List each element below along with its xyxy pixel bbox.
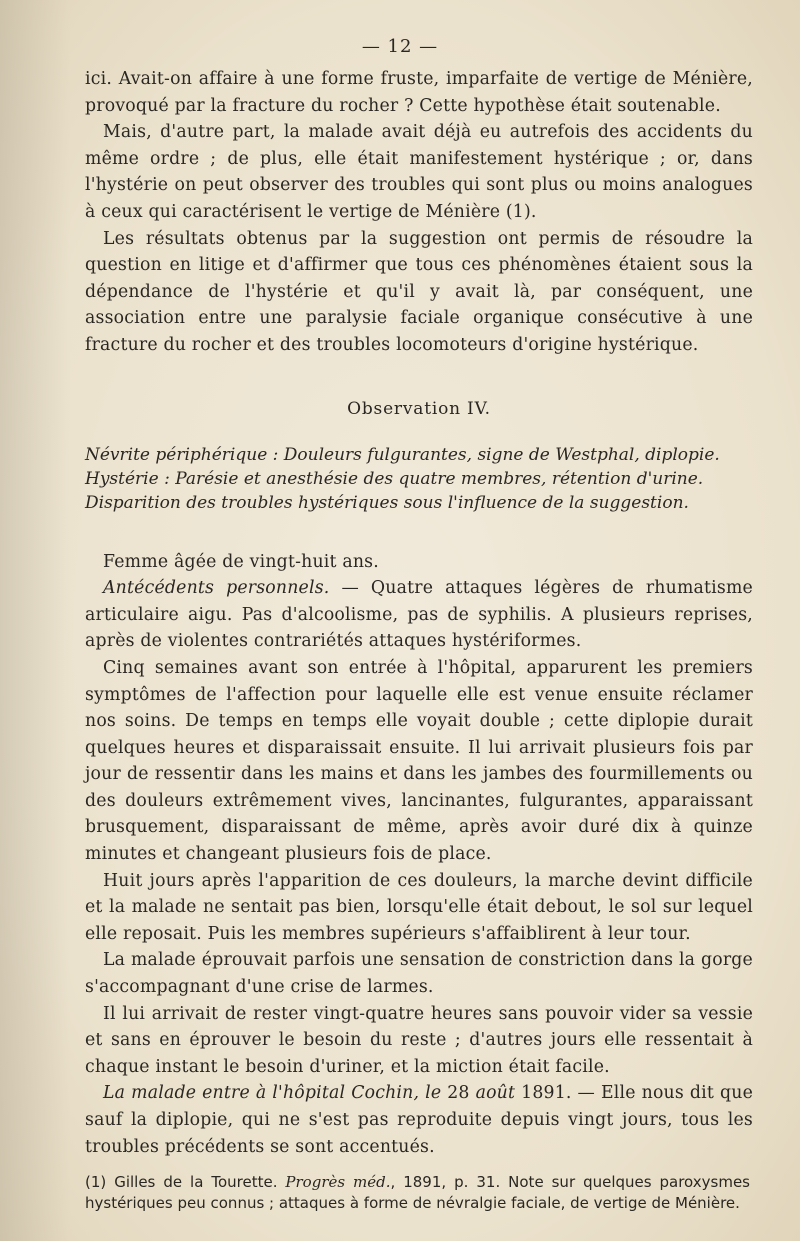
page-body (85, 66, 753, 1160)
admission-text: 1891. — Elle nous dit que sauf la diplopie, qui ne s'est pas reproduite depuis vingt jours, tous les troubles précédents se sont accentués. (85, 1083, 753, 1157)
paragraph-age: Femme âgée de vingt-huit ans. (103, 551, 379, 572)
footnote-text: , 1891, p. 31. Note sur quelques paroxysmes hystériques peu connus ; attaques à forme de névralgie faciale, de vertige de Ménière. (85, 1173, 751, 1212)
footnote-journal: Progrès méd. (285, 1173, 391, 1191)
summary-line: Disparition des troubles hystériques sous l'influence de la suggestion. (85, 492, 689, 513)
observation-summary (85, 443, 753, 515)
observation-text (85, 549, 753, 1161)
paragraph-intro-2: Mais, d'autre part, la malade avait déjà eu autrefois des accidents du même ordre ; de plus, elle était manifestement hystérique ; or, dans l'hystérie on peut observer des troubles qui sont plus ou moins analogues à ceux qui caractérisent le vertige de Ménière (1). (85, 122, 753, 222)
page-number: — 12 — (361, 36, 439, 57)
summary-line: Hystérie : Parésie et anesthésie des quatre membres, rétention d'urine. (85, 468, 704, 489)
paragraph-admission (85, 1080, 753, 1160)
antecedents-label: Antécédents personnels. (103, 578, 330, 599)
paragraph-onset: Cinq semaines avant son entrée à l'hôpital, apparurent les premiers symptômes de l'affection pour laquelle elle est venue ensuite réclamer nos soins. De temps en temps elle voyait double ; cette diplopie durait quelques heures et disparaissait ensuite. Il lui arrivait plusieurs fois par jour de ressentir dans les mains et dans les jambes des fourmillements ou des douleurs extrêmement vives, lancinantes, fulgurantes, apparaissant brusquement, disparaissant de même, après avoir duré dix à quinze minutes et changeant plusieurs fois de place. (85, 657, 753, 865)
paragraph-antecedents (85, 575, 753, 655)
paragraph-gait: Huit jours après l'apparition de ces douleurs, la marche devint difficile et la malade ne sentait pas bien, lorsqu'elle était debout, le sol sur lequel elle reposait. Puis les membres supérieurs s'affaiblirent à leur tour. (85, 870, 753, 944)
footnote (85, 1172, 750, 1214)
admission-label: La malade entre à l'hôpital Cochin, le (103, 1083, 442, 1104)
paragraph-intro-1: ici. Avait-on affaire à une forme fruste, imparfaite de vertige de Ménière, provoqué par la fracture du rocher ? Cette hypothèse était soutenable. (85, 69, 753, 116)
admission-month: août (475, 1083, 516, 1104)
admission-day: 28 (441, 1083, 476, 1104)
antecedents-text: — Quatre attaques légères de rhumatisme articulaire aigu. Pas d'alcoolisme, pas de syphilis. A plusieurs reprises, après de violentes contrariétés attaques hystériformes. (85, 578, 753, 652)
paragraph-intro-3: Les résultats obtenus par la suggestion ont permis de résoudre la question en litige et d'affirmer que tous ces phénomènes étaient sous la dépendance de l'hystérie et qu'il y avait là, par conséquent, une association entre une paralysie faciale organique consécutive à une fracture du rocher et des troubles locomoteurs d'origine hystérique. (85, 228, 753, 355)
summary-line: Névrite périphérique : Douleurs fulgurantes, signe de Westphal, diplopie. (85, 444, 720, 465)
footnote-prefix: (1) Gilles de la Tourette. (85, 1173, 286, 1191)
paragraph-constriction: La malade éprouvait parfois une sensation de constriction dans la gorge s'accompagnant d'une crise de larmes. (85, 950, 753, 998)
page-gutter-shadow (0, 0, 70, 1241)
paragraph-bladder: Il lui arrivait de rester vingt-quatre heures sans pouvoir vider sa vessie et sans en éprouver le besoin du reste ; d'autres jours elle ressentait à chaque instant le besoin d'uriner, et la miction était facile. (85, 1003, 753, 1077)
observation-heading: Observation IV. (347, 398, 491, 419)
